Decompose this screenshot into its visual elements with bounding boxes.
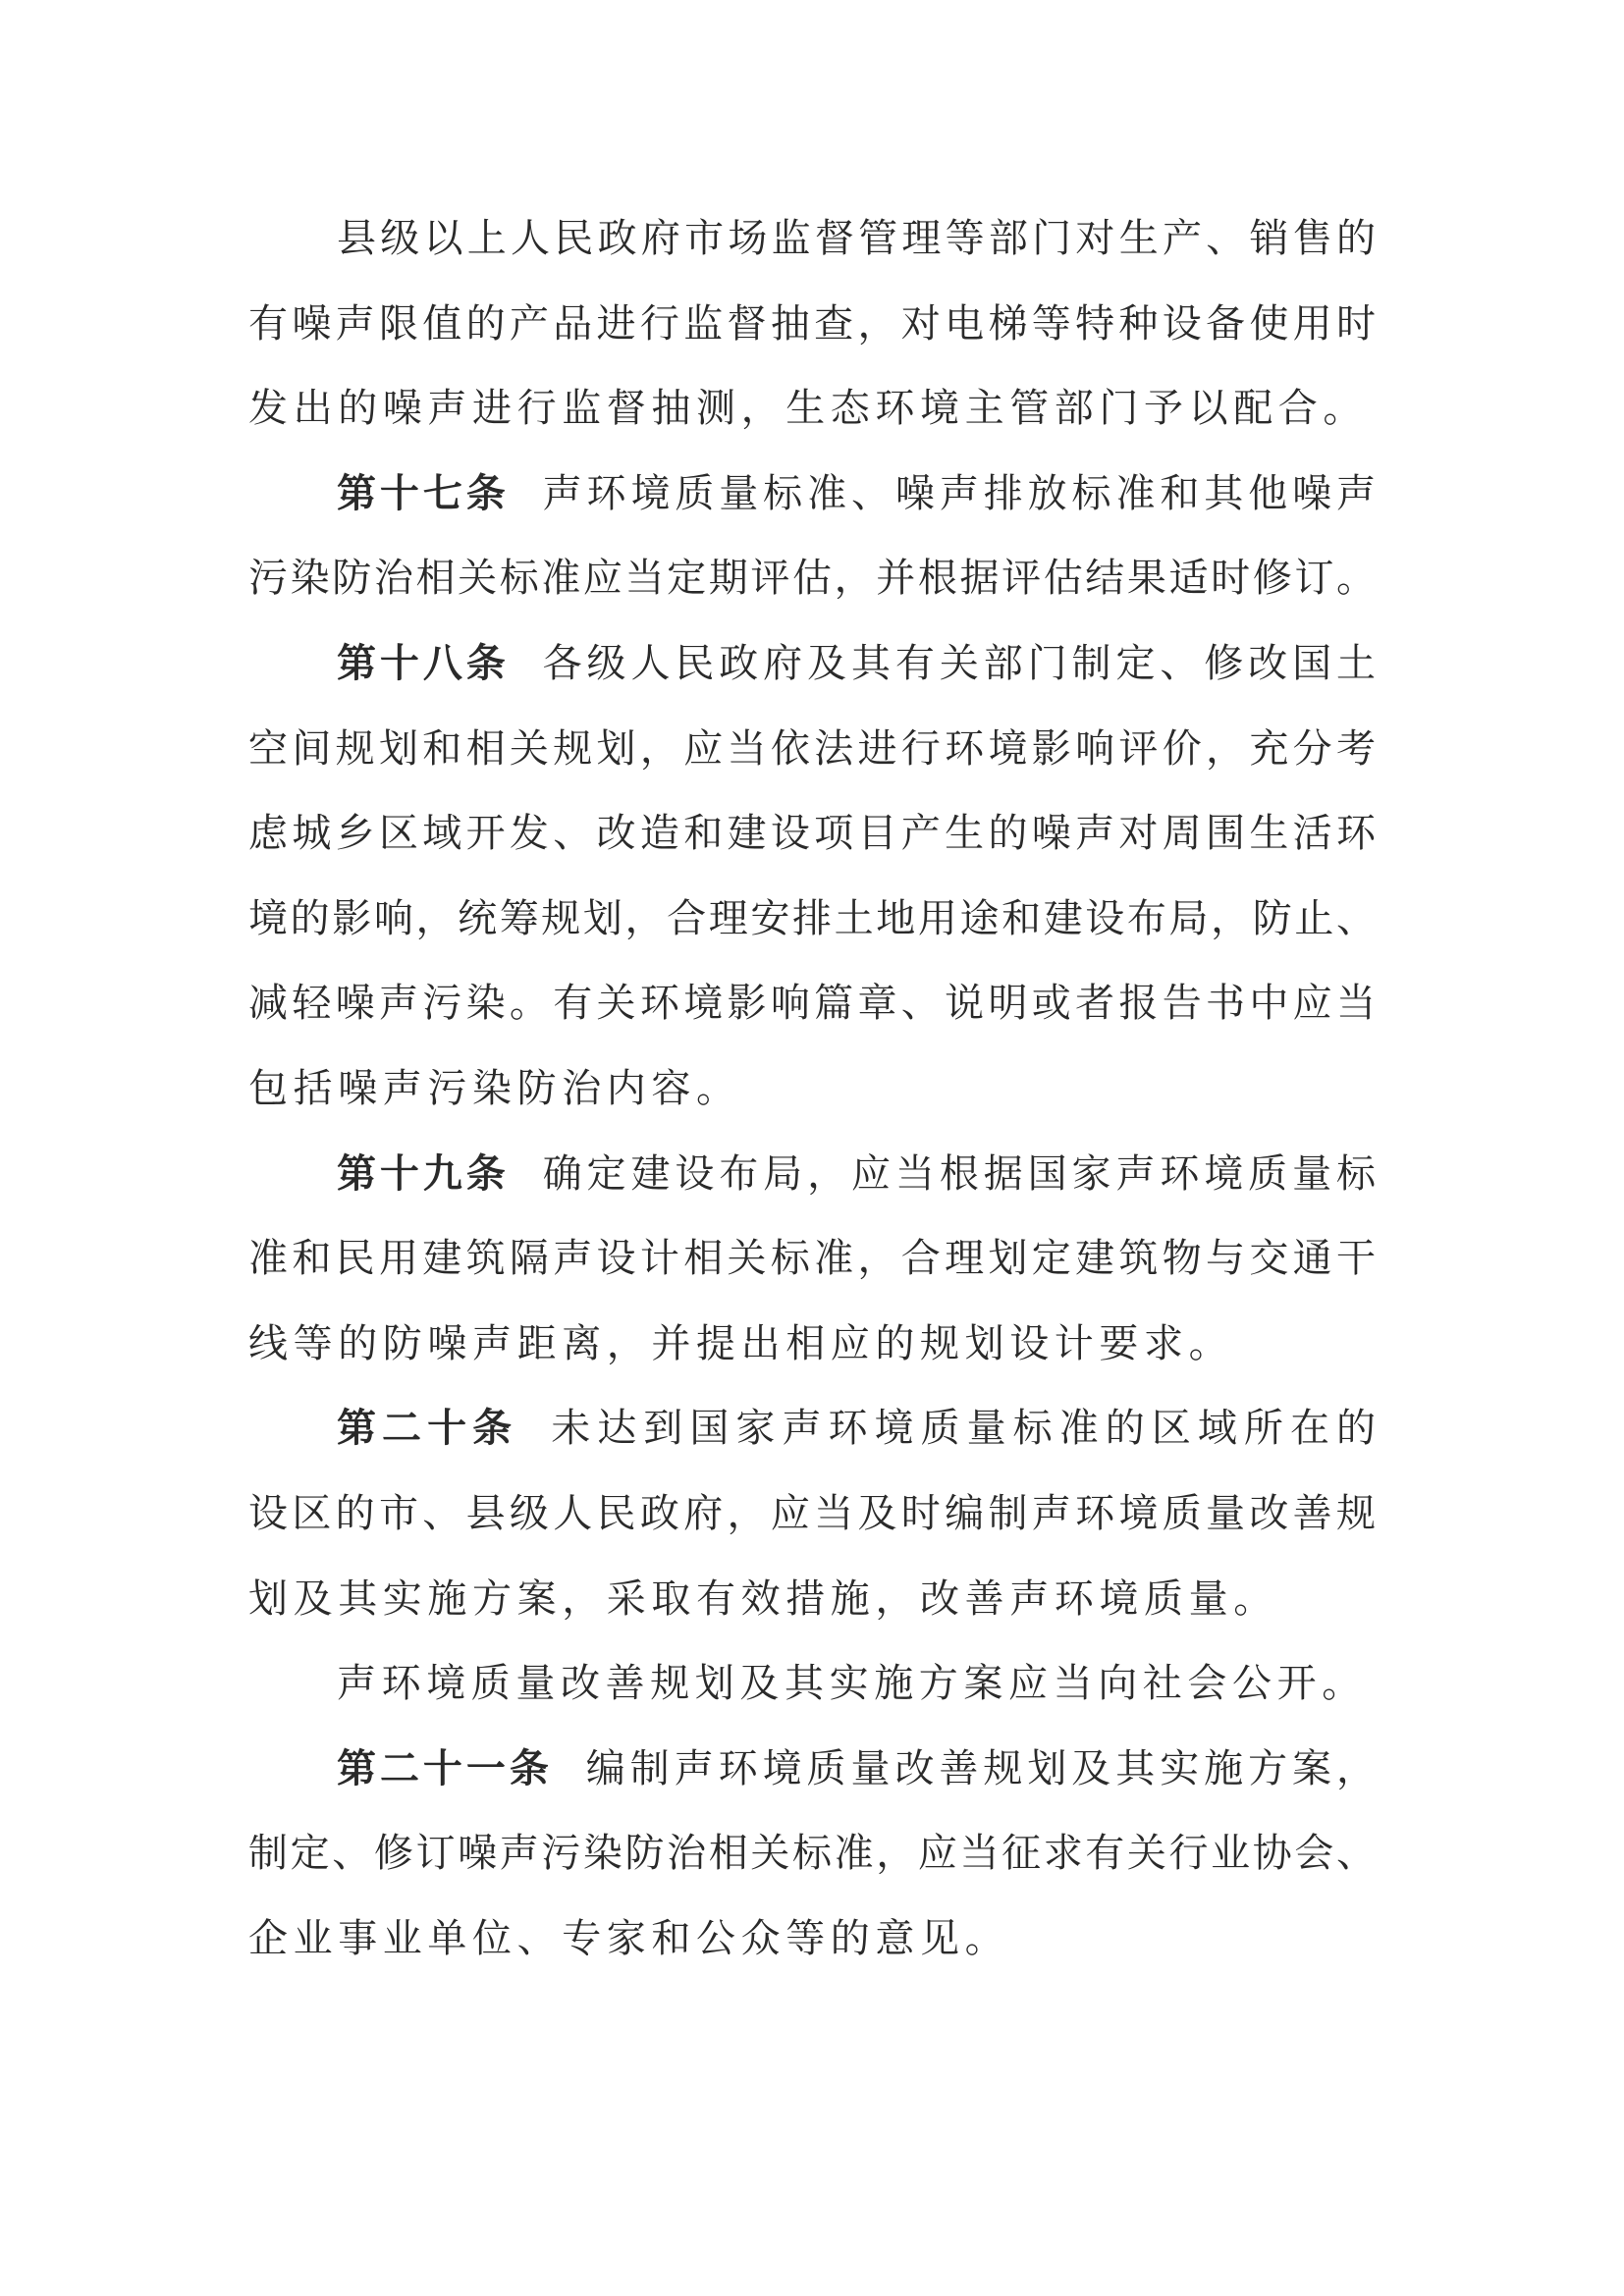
text-line [248,961,1378,1046]
line-text: 确定建设布局，应当根据国家声环境质量标 [542,1150,1379,1197]
text-line [248,877,1378,962]
line-text: 声环境质量标准、噪声排放标准和其他噪声 [542,470,1379,516]
line-text: 制定、修订噪声污染防治相关标准，应当征求有关行业协会、 [248,1831,1378,1877]
text-line [248,1557,1378,1642]
line-text: 未达到国家声环境质量标准的区域所在的 [551,1406,1379,1452]
line-text: 虑城乡区域开发、改造和建设项目产生的噪声对周围生活环 [248,811,1378,857]
text-line [248,196,1378,282]
line-text: 县级以上人民政府市场监督管理等部门对生产、销售的 [337,216,1378,261]
text-line [248,282,1378,367]
text-line [248,536,1378,621]
line-text: 包括噪声污染防治内容。 [248,1065,741,1111]
line-text: 划及其实施方案，采取有效措施，改善声环境质量。 [248,1575,1278,1622]
text-line [248,452,1378,537]
article-heading: 第十七条 [337,470,510,516]
line-text: 企业事业单位、专家和公众等的意见。 [248,1915,1010,1961]
text-line [248,1811,1378,1896]
article-paragraph [248,452,1378,621]
line-text: 编制声环境质量改善规划及其实施方案， [585,1745,1379,1791]
article-heading: 第十八条 [337,640,510,686]
article-heading: 第十九条 [337,1150,510,1197]
article-paragraph [248,1132,1378,1387]
text-line [248,1046,1378,1132]
line-text: 境的影响，统筹规划，合理安排土地用途和建设布局，防止、 [248,895,1378,941]
text-line [248,366,1378,452]
text-line [248,1216,1378,1302]
text-line [248,1132,1378,1217]
article-paragraph [248,1727,1378,1982]
text-line [248,1641,1378,1727]
text-line [248,1302,1378,1387]
text-line [248,1896,1378,1982]
line-text: 声环境质量改善规划及其实施方案应当向社会公开。 [337,1661,1367,1707]
text-line [248,621,1378,707]
line-text: 减轻噪声污染。有关环境影响篇章、说明或者报告书中应当 [248,981,1378,1027]
article-heading: 第二十条 [337,1406,518,1452]
article-paragraph [248,1386,1378,1641]
document-page [248,196,1378,1981]
line-text: 空间规划和相关规划，应当依法进行环境影响评价，充分考 [248,725,1378,772]
paragraph [248,196,1378,452]
article-paragraph [248,621,1378,1132]
text-line [248,1471,1378,1557]
text-line [248,791,1378,877]
line-text: 设区的市、县级人民政府，应当及时编制声环境质量改善规 [248,1490,1378,1536]
line-text: 发出的噪声进行监督抽测，生态环境主管部门予以配合。 [248,386,1368,432]
line-text: 污染防治相关标准应当定期评估，并根据评估结果适时修订。 [248,556,1378,602]
line-text: 各级人民政府及其有关部门制定、修改国土 [542,640,1379,686]
article-heading: 第二十一条 [337,1745,553,1791]
line-text: 有噪声限值的产品进行监督抽查，对电梯等特种设备使用时 [248,300,1378,347]
text-line [248,707,1378,792]
text-line [248,1386,1378,1471]
line-text: 线等的防噪声距离，并提出相应的规划设计要求。 [248,1320,1234,1366]
line-text: 准和民用建筑隔声设计相关标准，合理划定建筑物与交通干 [248,1236,1378,1282]
paragraph [248,1641,1378,1727]
text-line [248,1727,1378,1812]
